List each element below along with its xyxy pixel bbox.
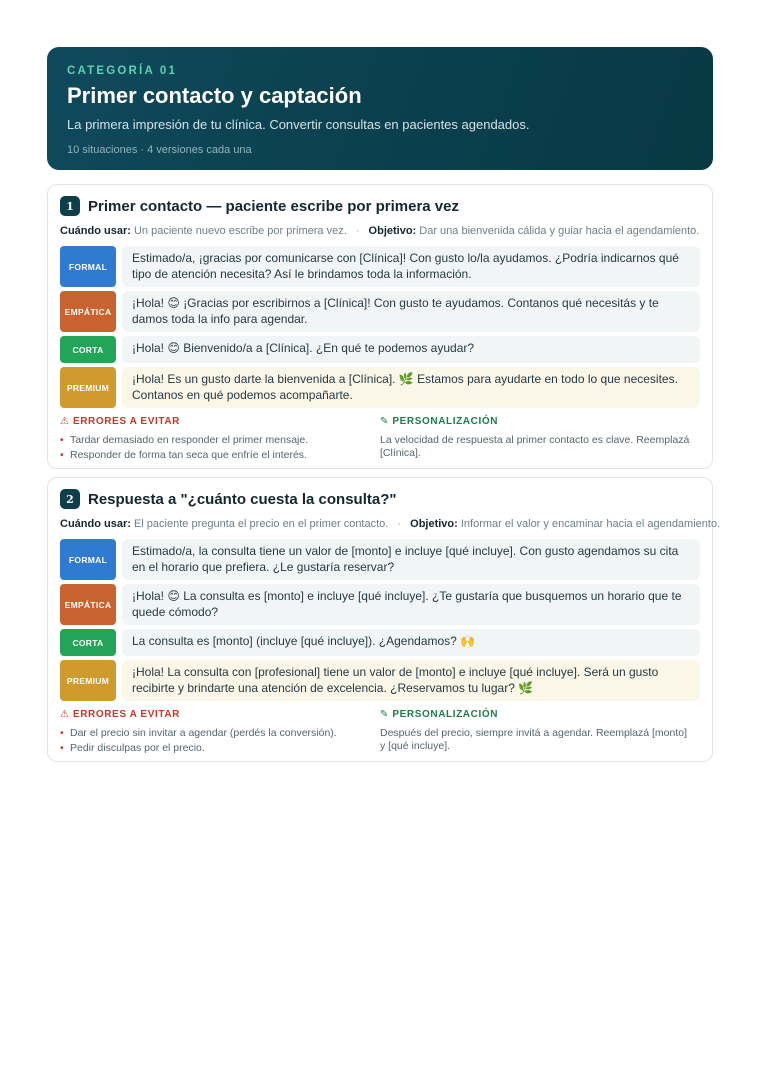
when-text: Un paciente nuevo escribe por primera vez. — [133, 225, 347, 237]
errors-column — [60, 416, 380, 463]
goal-label: Objetivo: — [410, 518, 458, 530]
version-row-formal — [60, 539, 700, 580]
goal-text: Informar el valor y encaminar hacia el agendamiento. — [460, 518, 721, 530]
version-row-premium — [60, 660, 700, 701]
versions-list — [60, 539, 700, 701]
formal-message: Estimado/a, la consulta tiene un valor de [monto] e incluye [qué incluye]. Con gusto agendamos su cita en el horario que prefiera. ¿Le gustaría reservar? — [122, 539, 700, 580]
version-row-empatica — [60, 584, 700, 625]
personalization-title: ✎ PERSONALIZACIÓN — [380, 709, 499, 720]
category-meta: 10 situaciones · 4 versiones cada una — [67, 144, 252, 156]
empatica-tag: EMPÁTICA — [60, 584, 116, 625]
error-item: • Responder de forma tan seca que enfríe el interés. — [60, 448, 380, 463]
situation-title: Respuesta a "¿cuánto cuesta la consulta?" — [88, 490, 397, 508]
tips-section — [60, 416, 700, 463]
premium-message: ¡Hola! Es un gusto darte la bienvenida a [Clínica]. 🌿 Estamos para ayudarte en todo lo que necesites. Contanos en qué podemos acompañarte. — [122, 367, 700, 408]
goal-text: Dar una bienvenida cálida y guiar hacia el agendamiento. — [419, 225, 700, 237]
errors-list — [60, 726, 380, 756]
empatica-message: ¡Hola! 😊 La consulta es [monto] e incluye [qué incluye]. ¿Te gustaría que busquemos un horario que te quede cómodo? — [122, 584, 700, 625]
when-label: Cuándo usar: — [60, 518, 131, 530]
personalization-title: ✎ PERSONALIZACIÓN — [380, 416, 499, 427]
when-label: Cuándo usar: — [60, 225, 131, 237]
formal-tag: FORMAL — [60, 539, 116, 580]
empatica-message: ¡Hola! 😊 ¡Gracias por escribirnos a [Clínica]! Con gusto te ayudamos. Contanos qué necesitás y te damos toda la info para agendar. — [122, 291, 700, 332]
error-item: • Pedir disculpas por el precio. — [60, 741, 380, 756]
category-title: Primer contacto y captación — [67, 83, 362, 108]
errors-title: ⚠ ERRORES A EVITAR — [60, 709, 180, 720]
situation-title: Primer contacto — paciente escribe por primera vez — [88, 197, 459, 215]
premium-tag: PREMIUM — [60, 367, 116, 408]
formal-message: Estimado/a, ¡gracias por comunicarse con [Clínica]! Con gusto lo/la ayudamos. ¿Podría indicarnos qué tipo de atención necesita? Así le brindamos toda la información. — [122, 246, 700, 287]
card-header — [60, 195, 700, 217]
goal-label: Objetivo: — [368, 225, 417, 237]
premium-tag: PREMIUM — [60, 660, 116, 701]
version-row-corta — [60, 629, 700, 656]
error-item: • Dar el precio sin invitar a agendar (perdés la conversión). — [60, 726, 380, 741]
personalization-column — [380, 416, 700, 463]
version-row-corta — [60, 336, 700, 363]
personalization-column — [380, 709, 700, 756]
formal-tag: FORMAL — [60, 246, 116, 287]
category-header — [47, 47, 713, 170]
errors-list — [60, 433, 380, 463]
personalization-text: La velocidad de respuesta al primer contacto es clave. Reemplazá [Clínica]. — [380, 434, 690, 459]
category-label: CATEGORÍA 01 — [67, 65, 178, 77]
error-item: • Tardar demasiado en responder el primer mensaje. — [60, 433, 380, 448]
usage-line — [60, 225, 700, 239]
corta-tag: CORTA — [60, 336, 116, 363]
situation-card-1 — [47, 184, 713, 469]
versions-list — [60, 246, 700, 408]
tips-section — [60, 709, 700, 756]
situation-card-2 — [47, 477, 721, 762]
separator: · — [355, 225, 360, 237]
situation-number: 2 — [60, 489, 80, 509]
errors-column — [60, 709, 380, 756]
corta-tag: CORTA — [60, 629, 116, 656]
usage-line — [60, 518, 721, 532]
separator: · — [397, 518, 402, 530]
corta-message: La consulta es [monto] (incluye [qué incluye]). ¿Agendamos? 🙌 — [122, 629, 700, 656]
premium-message: ¡Hola! La consulta con [profesional] tiene un valor de [monto] e incluye [qué incluye]. Será un gusto recibirte y brindarte una atención de excelencia. ¿Reservamos tu lugar? 🌿 — [122, 660, 700, 701]
version-row-formal — [60, 246, 700, 287]
version-row-empatica — [60, 291, 700, 332]
version-row-premium — [60, 367, 700, 408]
category-subtitle: La primera impresión de tu clínica. Convertir consultas en pacientes agendados. — [67, 117, 530, 132]
errors-title: ⚠ ERRORES A EVITAR — [60, 416, 180, 427]
card-header — [60, 488, 700, 510]
situation-number: 1 — [60, 196, 80, 216]
personalization-text: Después del precio, siempre invitá a agendar. Reemplazá [monto] y [qué incluye]. — [380, 727, 688, 752]
corta-message: ¡Hola! 😊 Bienvenido/a a [Clínica]. ¿En qué te podemos ayudar? — [122, 336, 700, 363]
empatica-tag: EMPÁTICA — [60, 291, 116, 332]
when-text: El paciente pregunta el precio en el primer contacto. — [133, 518, 389, 530]
